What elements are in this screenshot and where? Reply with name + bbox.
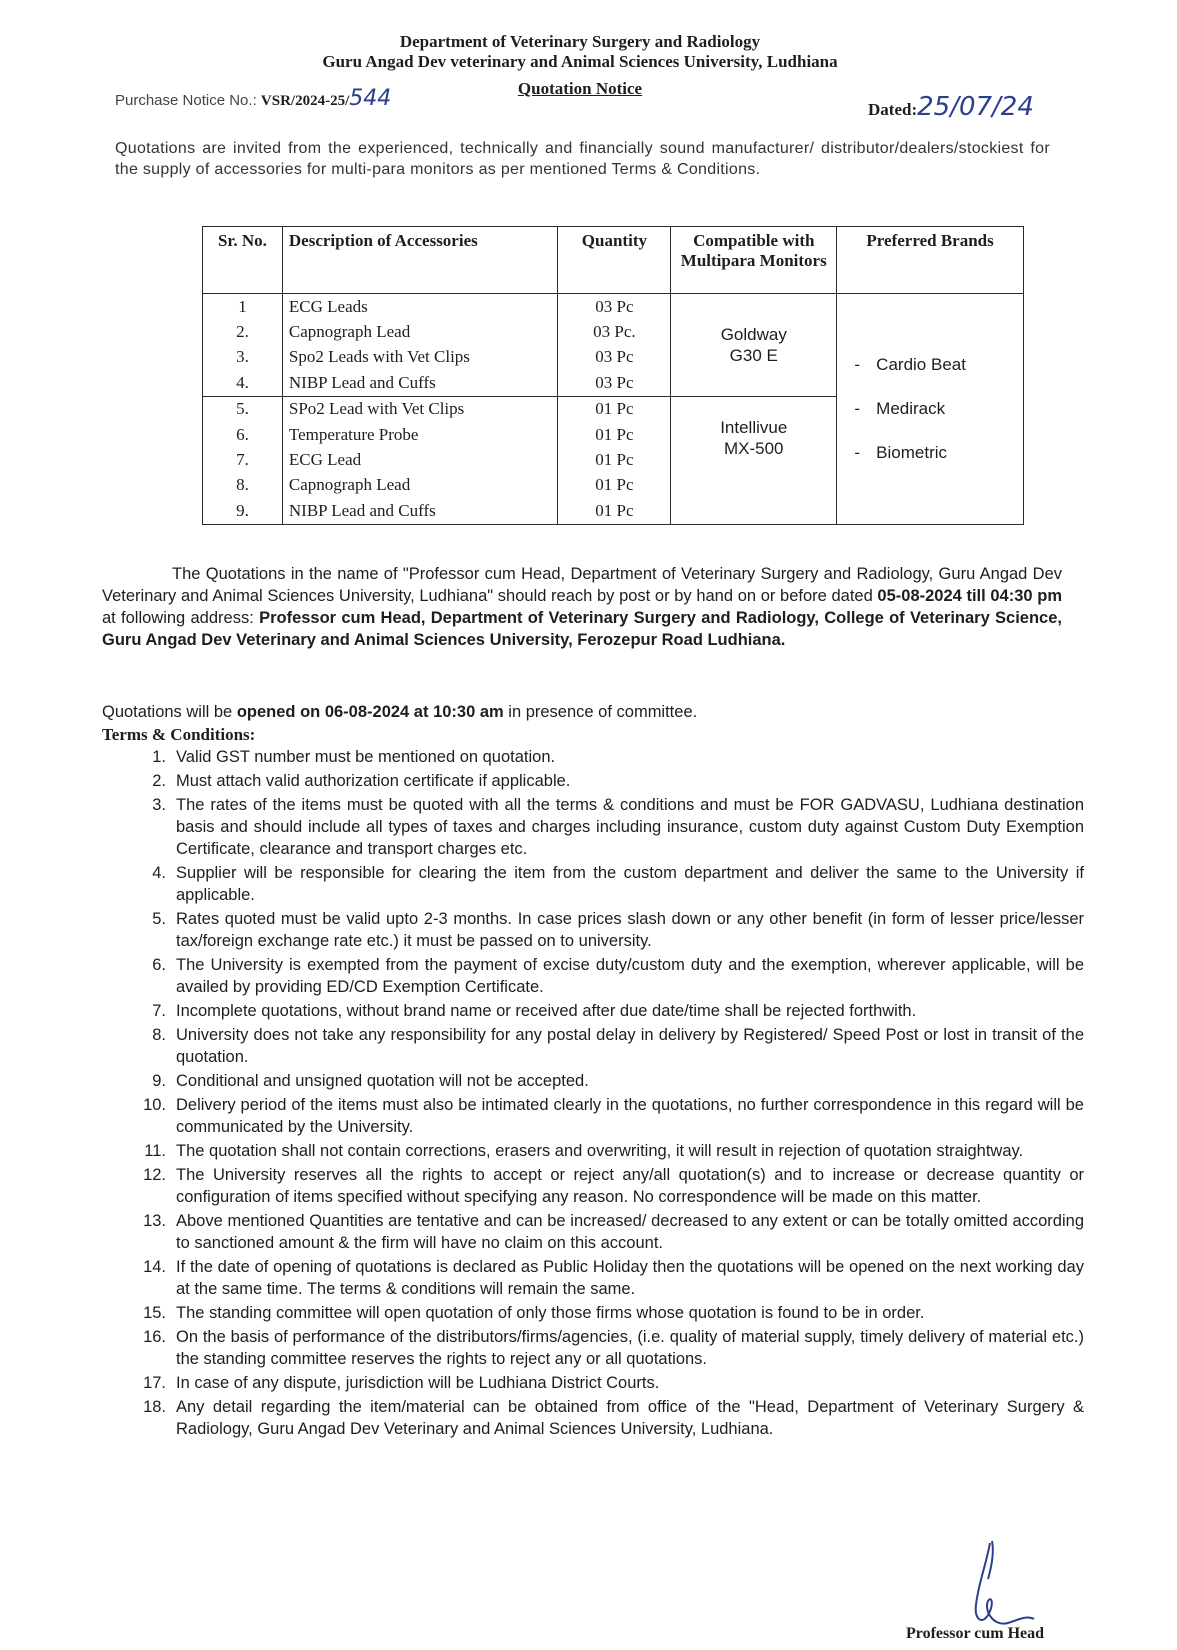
description-cell: ECG Lead <box>282 447 558 472</box>
description-cell: ECG Leads <box>282 294 558 320</box>
terms-item <box>102 1302 1084 1324</box>
quantity-cell: 01 Pc <box>558 422 671 447</box>
terms-item <box>102 862 1084 906</box>
terms-item-number: 14. <box>143 1258 166 1276</box>
terms-item-text: In case of any dispute, jurisdiction will be Ludhiana District Courts. <box>176 1374 660 1392</box>
sr-cell: 3. <box>203 345 283 370</box>
terms-item-number: 4. <box>152 864 166 882</box>
terms-item-text: Delivery period of the items must also be intimated clearly in the quotations, no further correspondence in this regard will be communicated by the University. <box>176 1096 1084 1136</box>
terms-item-number: 10. <box>143 1096 166 1114</box>
opening-date-time: opened on 06-08-2024 at 10:30 am <box>236 703 504 721</box>
terms-item <box>102 1372 1084 1394</box>
notice-date <box>868 92 1034 122</box>
terms-item-text: University does not take any responsibility for any postal delay in delivery by Registered/ Speed Post or lost in transit of the quotation. <box>176 1026 1084 1066</box>
brand-bullet: - <box>854 398 860 418</box>
sr-cell: 9. <box>203 498 283 524</box>
quantity-cell: 03 Pc <box>558 294 671 320</box>
col-header-description: Description of Accessories <box>282 227 558 294</box>
sr-cell: 6. <box>203 422 283 447</box>
intro-paragraph: Quotations are invited from the experienced, technically and financially sound manufacturer/ distributor/dealers/stockiest for the supply of accessories for multi-para monitors as per mentioned Terms & Conditions. <box>115 140 1050 178</box>
university-heading: Guru Angad Dev veterinary and Animal Sciences University, Ludhiana <box>322 52 838 71</box>
submission-text-2: at following address: <box>102 609 260 627</box>
terms-item-text: The standing committee will open quotation of only those firms whose quotation is found to be in order. <box>176 1304 925 1322</box>
terms-item-number: 7. <box>152 1002 166 1020</box>
terms-item-number: 9. <box>152 1072 166 1090</box>
terms-item-text: The quotation shall not contain corrections, erasers and overwriting, it will result in rejection of quotation straightway. <box>176 1142 1024 1160</box>
terms-item-text: Valid GST number must be mentioned on quotation. <box>176 748 556 766</box>
terms-item-text: Rates quoted must be valid upto 2-3 months. In case prices slash down or any other benefit (in form of lesser price/lesser tax/foreign exchange rate etc.) it must be passed on to university. <box>176 910 1084 950</box>
description-cell: SPo2 Lead with Vet Clips <box>282 396 558 422</box>
description-cell: NIBP Lead and Cuffs <box>282 498 558 524</box>
submission-text-1: The Quotations in the name of "Professor cum Head, Department of Veterinary Surgery and Radiology, Guru Angad Dev Veterinary and Animal Sciences University, Ludhiana" should reach by post or by hand on or before dated <box>102 565 1062 605</box>
opening-suffix: in presence of committee. <box>503 703 698 721</box>
col-header-compatible: Compatible with Multipara Monitors <box>671 227 837 294</box>
terms-heading: Terms & Conditions: <box>102 725 256 744</box>
sr-cell: 5. <box>203 396 283 422</box>
submission-address: Professor cum Head, Department of Veterinary Surgery and Radiology, College of Veterinary Science, Guru Angad Dev Veterinary and Animal Sciences University, Ferozepur Road Ludhiana. <box>102 609 1062 649</box>
brand-bullet: - <box>854 354 860 374</box>
sr-cell: 4. <box>203 370 283 396</box>
terms-item <box>102 1256 1084 1300</box>
terms-item-text: Incomplete quotations, without brand name or received after due date/time shall be rejected forthwith. <box>176 1002 917 1020</box>
monitor-name: Goldway <box>720 324 787 344</box>
terms-item <box>102 1070 1084 1092</box>
monitor-intellivue-cell <box>671 396 837 524</box>
purchase-notice-number <box>115 86 391 111</box>
quantity-cell: 01 Pc <box>558 498 671 524</box>
description-cell: Capnograph Lead <box>282 473 558 498</box>
terms-item-number: 5. <box>152 910 166 928</box>
terms-item <box>102 1396 1084 1440</box>
terms-item-number: 6. <box>152 956 166 974</box>
terms-item-text: Conditional and unsigned quotation will not be accepted. <box>176 1072 589 1090</box>
quantity-cell: 03 Pc <box>558 370 671 396</box>
description-cell: Capnograph Lead <box>282 319 558 344</box>
brand-bullet: - <box>854 442 860 462</box>
description-cell: NIBP Lead and Cuffs <box>282 370 558 396</box>
sr-cell: 2. <box>203 319 283 344</box>
brand-name: Medirack <box>876 398 946 418</box>
sr-cell: 7. <box>203 447 283 472</box>
terms-item <box>102 1164 1084 1208</box>
terms-list <box>102 746 1084 1442</box>
brand-item <box>838 431 1022 475</box>
quantity-cell: 03 Pc <box>558 345 671 370</box>
terms-item <box>102 1000 1084 1022</box>
terms-item <box>102 1210 1084 1254</box>
sr-cell: 8. <box>203 473 283 498</box>
terms-item-number: 11. <box>144 1142 166 1160</box>
sr-cell: 1 <box>203 294 283 320</box>
terms-item-number: 16. <box>143 1328 166 1346</box>
quantity-cell: 03 Pc. <box>558 319 671 344</box>
signatory-title: Professor cum Head <box>906 1625 1045 1642</box>
table-row <box>203 294 1024 320</box>
terms-item <box>102 794 1084 860</box>
terms-item <box>102 1140 1084 1162</box>
table-header-row <box>203 227 1024 294</box>
quantity-cell: 01 Pc <box>558 396 671 422</box>
description-cell: Spo2 Leads with Vet Clips <box>282 345 558 370</box>
terms-item <box>102 908 1084 952</box>
purchase-notice-label: Purchase Notice No.: <box>115 92 257 109</box>
monitor-goldway-cell <box>671 294 837 397</box>
monitor-name: Intellivue <box>720 417 788 437</box>
submission-deadline: 05-08-2024 till 04:30 pm <box>877 587 1062 605</box>
terms-item-number: 3. <box>152 796 166 814</box>
notice-title: Quotation Notice <box>517 79 643 98</box>
terms-item-text: Must attach valid authorization certificate if applicable. <box>176 772 571 790</box>
brand-item <box>838 343 1022 387</box>
terms-item-text: The University reserves all the rights to accept or reject any/all quotation(s) and to increase or decrease quantity or configuration of items specified without specifying any reason. No correspondence will be made on this matter. <box>176 1166 1084 1206</box>
terms-item-text: The rates of the items must be quoted with all the terms & conditions and must be FOR GADVASU, Ludhiana destination basis and should include all types of taxes and charges including insurance, custom duty against Custom Duty Exemption Certificate, clearance and transport charges etc. <box>176 796 1084 858</box>
col-header-sr: Sr. No. <box>203 227 283 294</box>
terms-item-text: On the basis of performance of the distributors/firms/agencies, (i.e. quality of material supply, timely delivery of material etc.) the standing committee reserves the rights to reject any or all quotations. <box>176 1328 1084 1368</box>
quantity-cell: 01 Pc <box>558 473 671 498</box>
dated-label: Dated: <box>868 100 918 119</box>
terms-item <box>102 954 1084 998</box>
submission-paragraph <box>102 563 1062 651</box>
terms-item-number: 17. <box>143 1374 166 1392</box>
opening-prefix: Quotations will be <box>102 703 237 721</box>
terms-item <box>102 770 1084 792</box>
terms-item-number: 12. <box>143 1166 166 1184</box>
terms-item-text: Supplier will be responsible for clearing the item from the custom department and deliver the same to the University if applicable. <box>176 864 1084 904</box>
handwritten-date: 25/07/24 <box>917 92 1034 122</box>
opening-line <box>102 703 697 722</box>
accessories-table <box>202 226 1024 525</box>
monitor-model: MX-500 <box>723 438 784 458</box>
brand-item <box>838 387 1022 431</box>
department-heading: Department of Veterinary Surgery and Radiology <box>399 32 761 51</box>
col-header-quantity: Quantity <box>558 227 671 294</box>
terms-item <box>102 1326 1084 1370</box>
terms-item-number: 1. <box>152 748 166 766</box>
terms-item-number: 13. <box>143 1212 166 1230</box>
terms-item-text: Any detail regarding the item/material can be obtained from office of the "Head, Department of Veterinary Surgery & Radiology, Guru Angad Dev Veterinary and Animal Sciences University, Ludhiana. <box>176 1398 1084 1438</box>
terms-item-text: Above mentioned Quantities are tentative and can be increased/ decreased to any extent or can be totally omitted according to sanctioned amount & the firm will have no claim on this account. <box>176 1212 1084 1252</box>
quantity-cell: 01 Pc <box>558 447 671 472</box>
terms-item <box>102 1094 1084 1138</box>
brand-name: Biometric <box>876 442 948 462</box>
purchase-notice-prefix: VSR/2024-25/ <box>260 93 350 109</box>
terms-item <box>102 746 1084 768</box>
terms-item-number: 8. <box>152 1026 166 1044</box>
terms-item-number: 15. <box>143 1304 166 1322</box>
preferred-brands-cell <box>837 294 1024 525</box>
terms-item <box>102 1024 1084 1068</box>
terms-item-text: The University is exempted from the payment of excise duty/custom duty and the exemption, wherever applicable, will be availed by providing ED/CD Exemption Certificate. <box>176 956 1084 996</box>
monitor-model: G30 E <box>729 345 778 365</box>
terms-item-number: 2. <box>152 772 166 790</box>
terms-item-text: If the date of opening of quotations is declared as Public Holiday then the quotations will be opened on the next working day at the same time. The terms & conditions will remain the same. <box>176 1258 1084 1298</box>
col-header-brands: Preferred Brands <box>837 227 1024 294</box>
handwritten-notice-number: 544 <box>349 86 392 111</box>
brand-name: Cardio Beat <box>876 354 966 374</box>
description-cell: Temperature Probe <box>282 422 558 447</box>
terms-item-number: 18. <box>143 1398 166 1416</box>
